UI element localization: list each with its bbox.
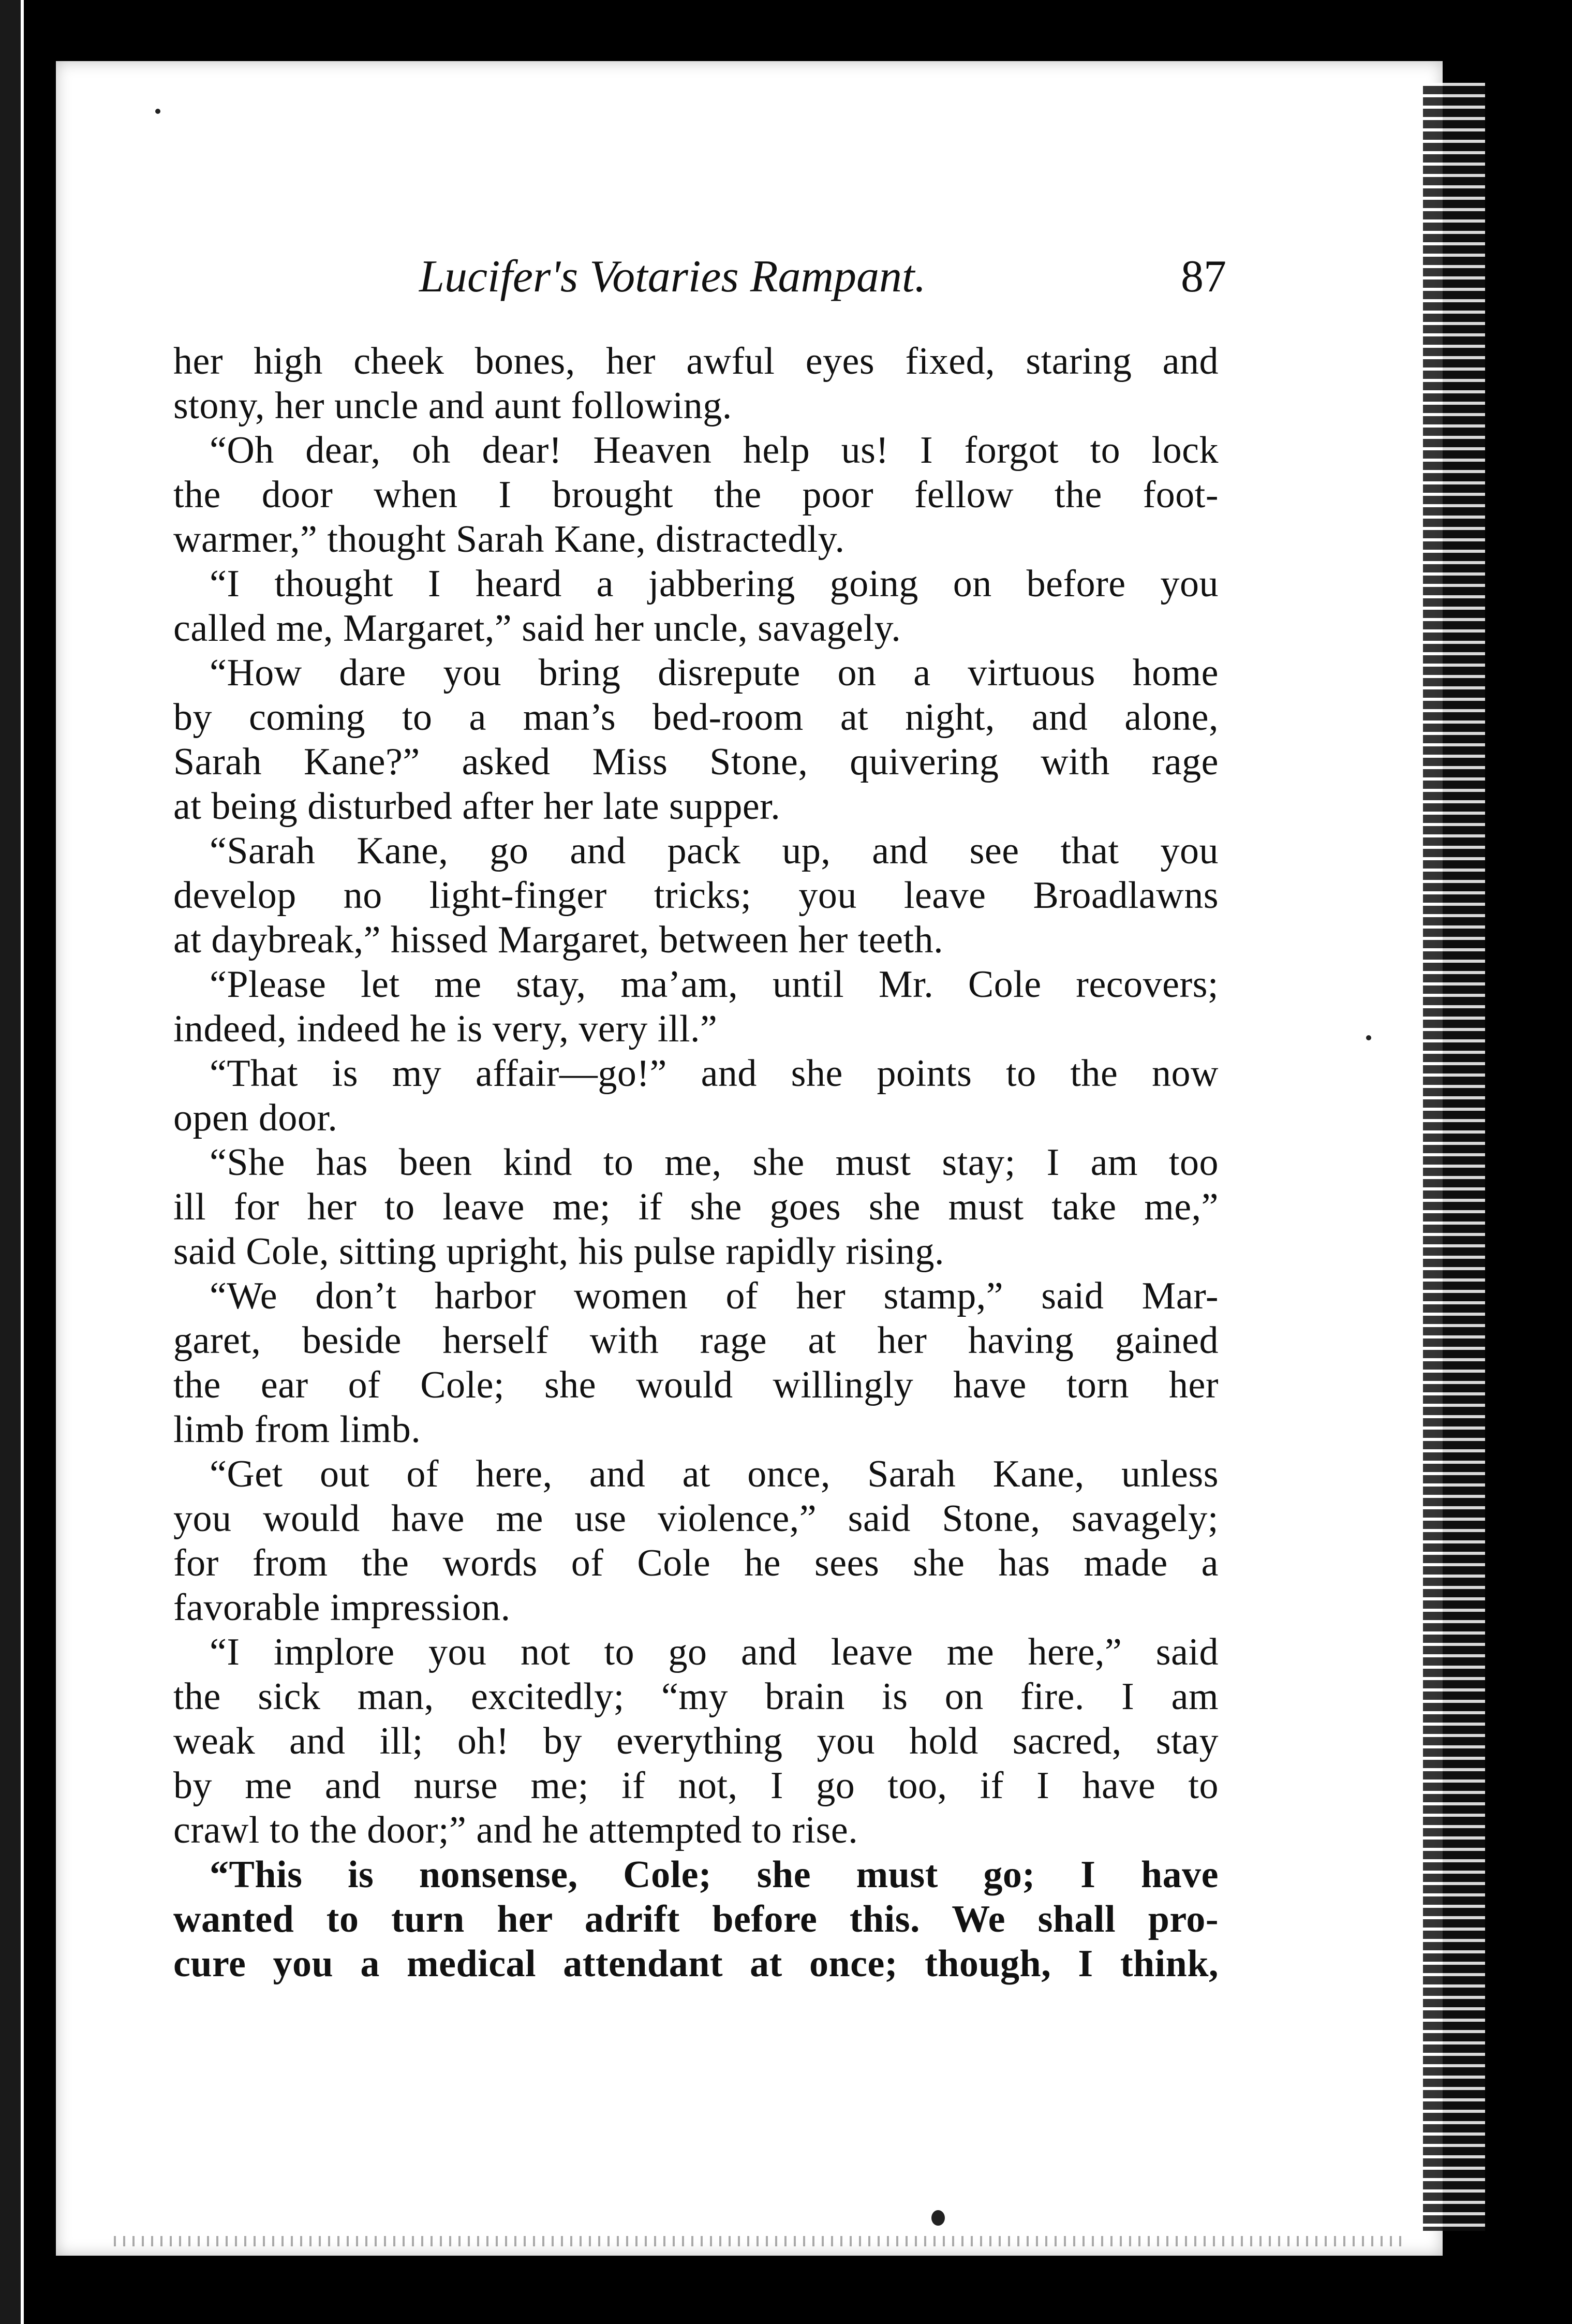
text-line: “How dare you bring disrepute on a virtuous home [210,652,1219,694]
text-line: the ear of Cole; she would willingly have torn her [173,1364,1219,1406]
text-line: “That is my affair—go!” and she points to the now [210,1052,1219,1095]
text-line: said Cole, sitting upright, his pulse rapidly rising. [173,1230,944,1273]
text-line: crawl to the door;” and he attempted to rise. [173,1809,858,1851]
page-edge-shadow [1423,83,1485,2231]
text-line: the sick man, excitedly; “my brain is on fire. I am [173,1675,1219,1718]
text-line: stony, her uncle and aunt following. [173,385,732,427]
body-text [173,339,1219,1986]
text-line: “Get out of here, and at once, Sarah Kane, unless [210,1453,1219,1495]
text-line: “This is nonsense, Cole; she must go; I have [210,1854,1219,1896]
text-line: “Sarah Kane, go and pack up, and see that you [210,830,1219,872]
text-line: weak and ill; oh! by everything you hold sacred, stay [173,1720,1219,1762]
text-line: “I thought I heard a jabbering going on before you [210,563,1219,605]
text-line: garet, beside herself with rage at her having gained [173,1319,1219,1362]
text-line: called me, Margaret,” said her uncle, savagely. [173,607,901,650]
text-line: at being disturbed after her late supper. [173,785,781,828]
text-line: for from the words of Cole he sees she has made a [173,1542,1219,1584]
text-line: open door. [173,1097,338,1139]
text-line: the door when I brought the poor fellow the foot- [173,474,1219,516]
text-line: “We don’t harbor women of her stamp,” said Mar- [210,1275,1219,1317]
text-line: warmer,” thought Sarah Kane, distractedly. [173,518,845,561]
text-line: Sarah Kane?” asked Miss Stone, quivering with rage [173,741,1219,783]
text-line: by me and nurse me; if not, I go too, if I have to [173,1764,1219,1807]
text-line: “Oh dear, oh dear! Heaven help us! I forgot to lock [210,429,1219,472]
text-line: “Please let me stay, ma’am, until Mr. Cole recovers; [210,963,1219,1006]
text-line: you would have me use violence,” said Stone, savagely; [173,1497,1219,1540]
text-line: cure you a medical attendant at once; though, I think, [173,1943,1219,1985]
running-title: Lucifer's Votaries Rampant. [419,252,926,302]
text-line: favorable impression. [173,1586,511,1629]
text-line: develop no light-finger tricks; you leave Broadlawns [173,874,1219,917]
text-line: “I implore you not to go and leave me here,” said [210,1631,1219,1673]
page-bottom-noise [114,2236,1407,2246]
text-line: by coming to a man’s bed-room at night, and alone, [173,696,1219,739]
text-line: limb from limb. [173,1408,421,1451]
page-number: 87 [1181,252,1226,302]
scan-left-edge [0,0,24,2324]
text-line: at daybreak,” hissed Margaret, between her teeth. [173,919,944,961]
text-line: wanted to turn her adrift before this. We shall pro- [173,1898,1219,1940]
text-line: indeed, indeed he is very, very ill.” [173,1008,718,1050]
ink-speck [931,2210,945,2226]
running-head [419,248,1226,305]
ink-speck [1366,1035,1371,1040]
text-line: her high cheek bones, her awful eyes fixed, staring and [173,340,1219,383]
text-line: ill for her to leave me; if she goes she must take me,” [173,1186,1219,1228]
ink-speck [155,109,160,114]
text-line: “She has been kind to me, she must stay; I am too [210,1141,1219,1184]
